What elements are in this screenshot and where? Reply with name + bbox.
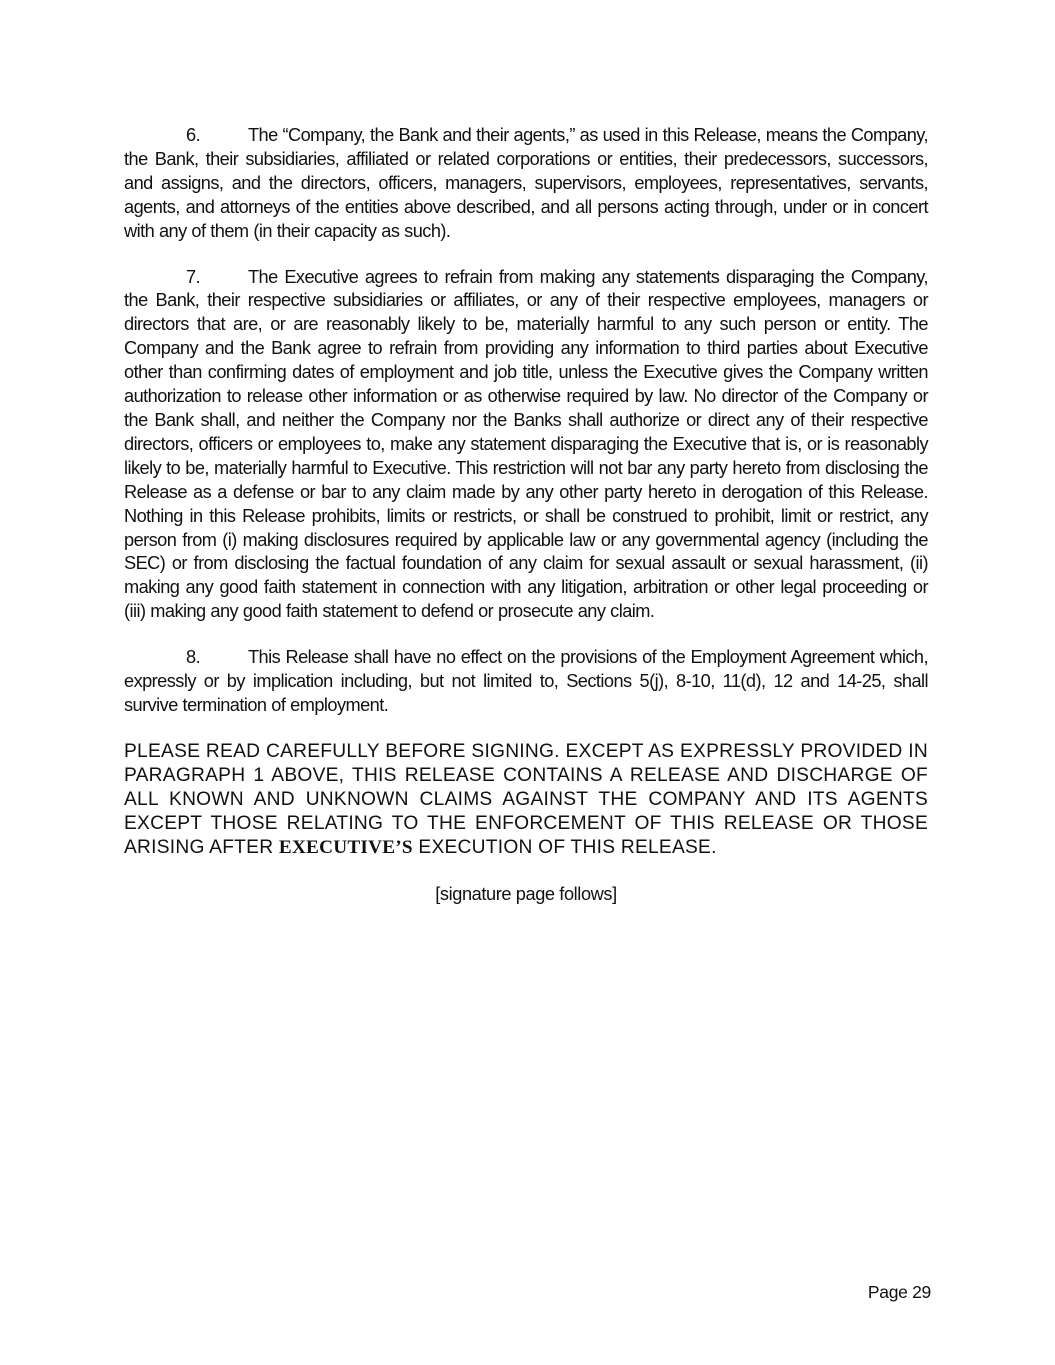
notice-text-bold: EXECUTIVE’S xyxy=(278,836,413,858)
release-notice xyxy=(124,740,928,860)
paragraph-text: The “Company, the Bank and their agents,” as used in this Release, means the Company, the Bank, their subsidiaries, affiliated or related corporations or entities, their predecessors, successors, and assigns, and the directors, officers, managers, supervisors, employees, representatives, servants, agents, and attorneys of the entities above described, and all persons acting through, under or in concert with any of them (in their capacity as such). xyxy=(124,125,928,241)
paragraph-8 xyxy=(124,646,928,718)
document-body xyxy=(124,124,928,905)
signature-page-note: [signature page follows] xyxy=(435,883,617,904)
paragraph-text: The Executive agrees to refrain from making any statements disparaging the Company, the Bank, their respective subsidiaries or affiliates, or any of their respective employees, managers or directors that are, or are reasonably likely to be, materially harmful to any such person or entity. The Company and the Bank agree to refrain from providing any information to third parties about Executive other than confirming dates of employment and job title, unless the Executive gives the Company written authorization to release other information or as otherwise required by law. No director of the Company or the Bank shall, and neither the Company nor the Banks shall authorize or direct any of their respective directors, officers or employees to, make any statement disparaging the Executive that is, or is reasonably likely to be, materially harmful to Executive. This restriction will not bar any party hereto from disclosing the Release as a defense or bar to any claim made by any other party hereto in derogation of this Release. Nothing in this Release prohibits, limits or restricts, or shall be construed to prohibit, limit or restrict, any person from (i) making disclosures required by applicable law or any governmental agency (including the SEC) or from disclosing the factual foundation of any claim for sexual assault or sexual harassment, (ii) making any good faith statement in connection with any litigation, arbitration or other legal proceeding or (iii) making any good faith statement to defend or prosecute any claim. xyxy=(124,266,928,622)
paragraph-number: 6. xyxy=(186,125,201,145)
page-number: Page 29 xyxy=(867,1282,931,1302)
paragraph-number: 7. xyxy=(186,266,201,287)
notice-text-before: PLEASE READ CAREFULLY BEFORE SIGNING. EXCEPT AS EXPRESSLY PROVIDED IN PARAGRAPH 1 ABOVE, THIS RELEASE CONTAINS A RELEASE AND DISCHARGE OF ALL KNOWN AND UNKNOWN CLAIMS AGAINST THE COMPANY AND ITS AGENTS EXCEPT THOSE RELATING TO THE ENFORCEMENT OF THIS RELEASE OR THOSE ARISING AFTER xyxy=(124,740,928,858)
notice-text-after: EXECUTION OF THIS RELEASE. xyxy=(418,836,717,858)
paragraph-6 xyxy=(124,124,928,244)
paragraph-number: 8. xyxy=(186,647,201,668)
paragraph-text: This Release shall have no effect on the provisions of the Employment Agreement which, expressly or by implication including, but not limited to, Sections 5(j), 8-10, 11(d), 12 and 14-25, shall survive termination of employment. xyxy=(124,647,928,715)
paragraph-7 xyxy=(124,266,928,625)
